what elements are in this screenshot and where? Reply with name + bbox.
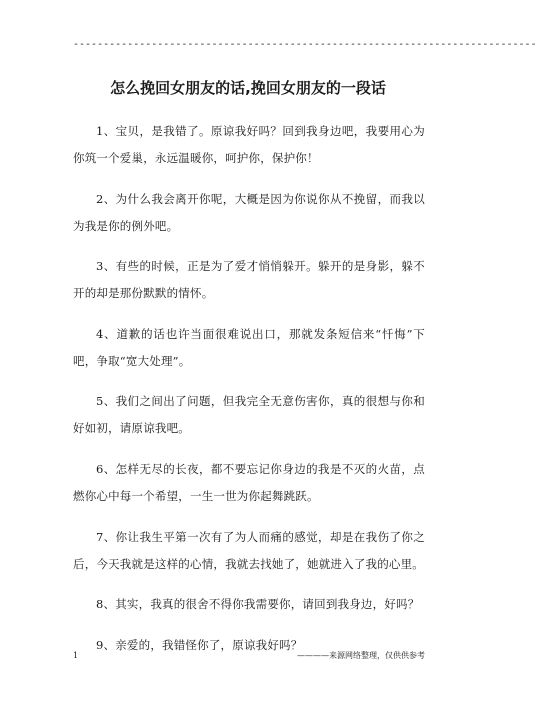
paragraph-6: 6、怎样无尽的长夜，都不要忘记你身边的我是不灭的火苗，点燃你心中每一个希望，一生一世为你起舞跳跃。 [73,461,425,503]
footer-source-note: ————来源网络整理，仅供供参考 [297,651,425,660]
header-dashed-rule: ----------------------------------------------------------------------------- [73,39,537,50]
paragraph-8: 8、其实，我真的很舍不得你我需要你，请回到我身边，好吗？ [96,597,420,612]
paragraph-4: 4、道歉的话也许当面很难说出口，那就发条短信来“忏悔”下吧，争取“宽大处理”。 [73,326,425,368]
paragraph-3: 3、有些的时候，正是为了爱才悄悄躲开。躲开的是身影，躲不开的却是那份默默的情怀。 [73,259,425,301]
page-number: 1 [73,651,79,660]
page-footer [73,648,425,664]
paragraph-1: 1、宝贝，是我错了。原谅我好吗？回到我身边吧，我要用心为你筑一个爱巢，永远温暖你，呵护你，保护你！ [73,124,425,165]
paragraph-5: 5、我们之间出了问题，但我完全无意伤害你，真的很想与你和好如初，请原谅我吧。 [73,394,425,436]
paragraph-2: 2、为什么我会离开你呢，大概是因为你说你从不挽留，而我以为我是你的例外吧。 [73,191,425,233]
document-body [73,118,425,672]
document-title: 怎么挽回女朋友的话,挽回女朋友的一段话 [110,79,386,97]
paragraph-7: 7、你让我生平第一次有了为人而痛的感觉，却是在我伤了你之后，今天我就是这样的心情，我就去找她了，她就进入了我的心里。 [73,529,425,571]
paragraph-9: 9、亲爱的，我错怪你了，原谅我好吗？ [96,637,303,652]
